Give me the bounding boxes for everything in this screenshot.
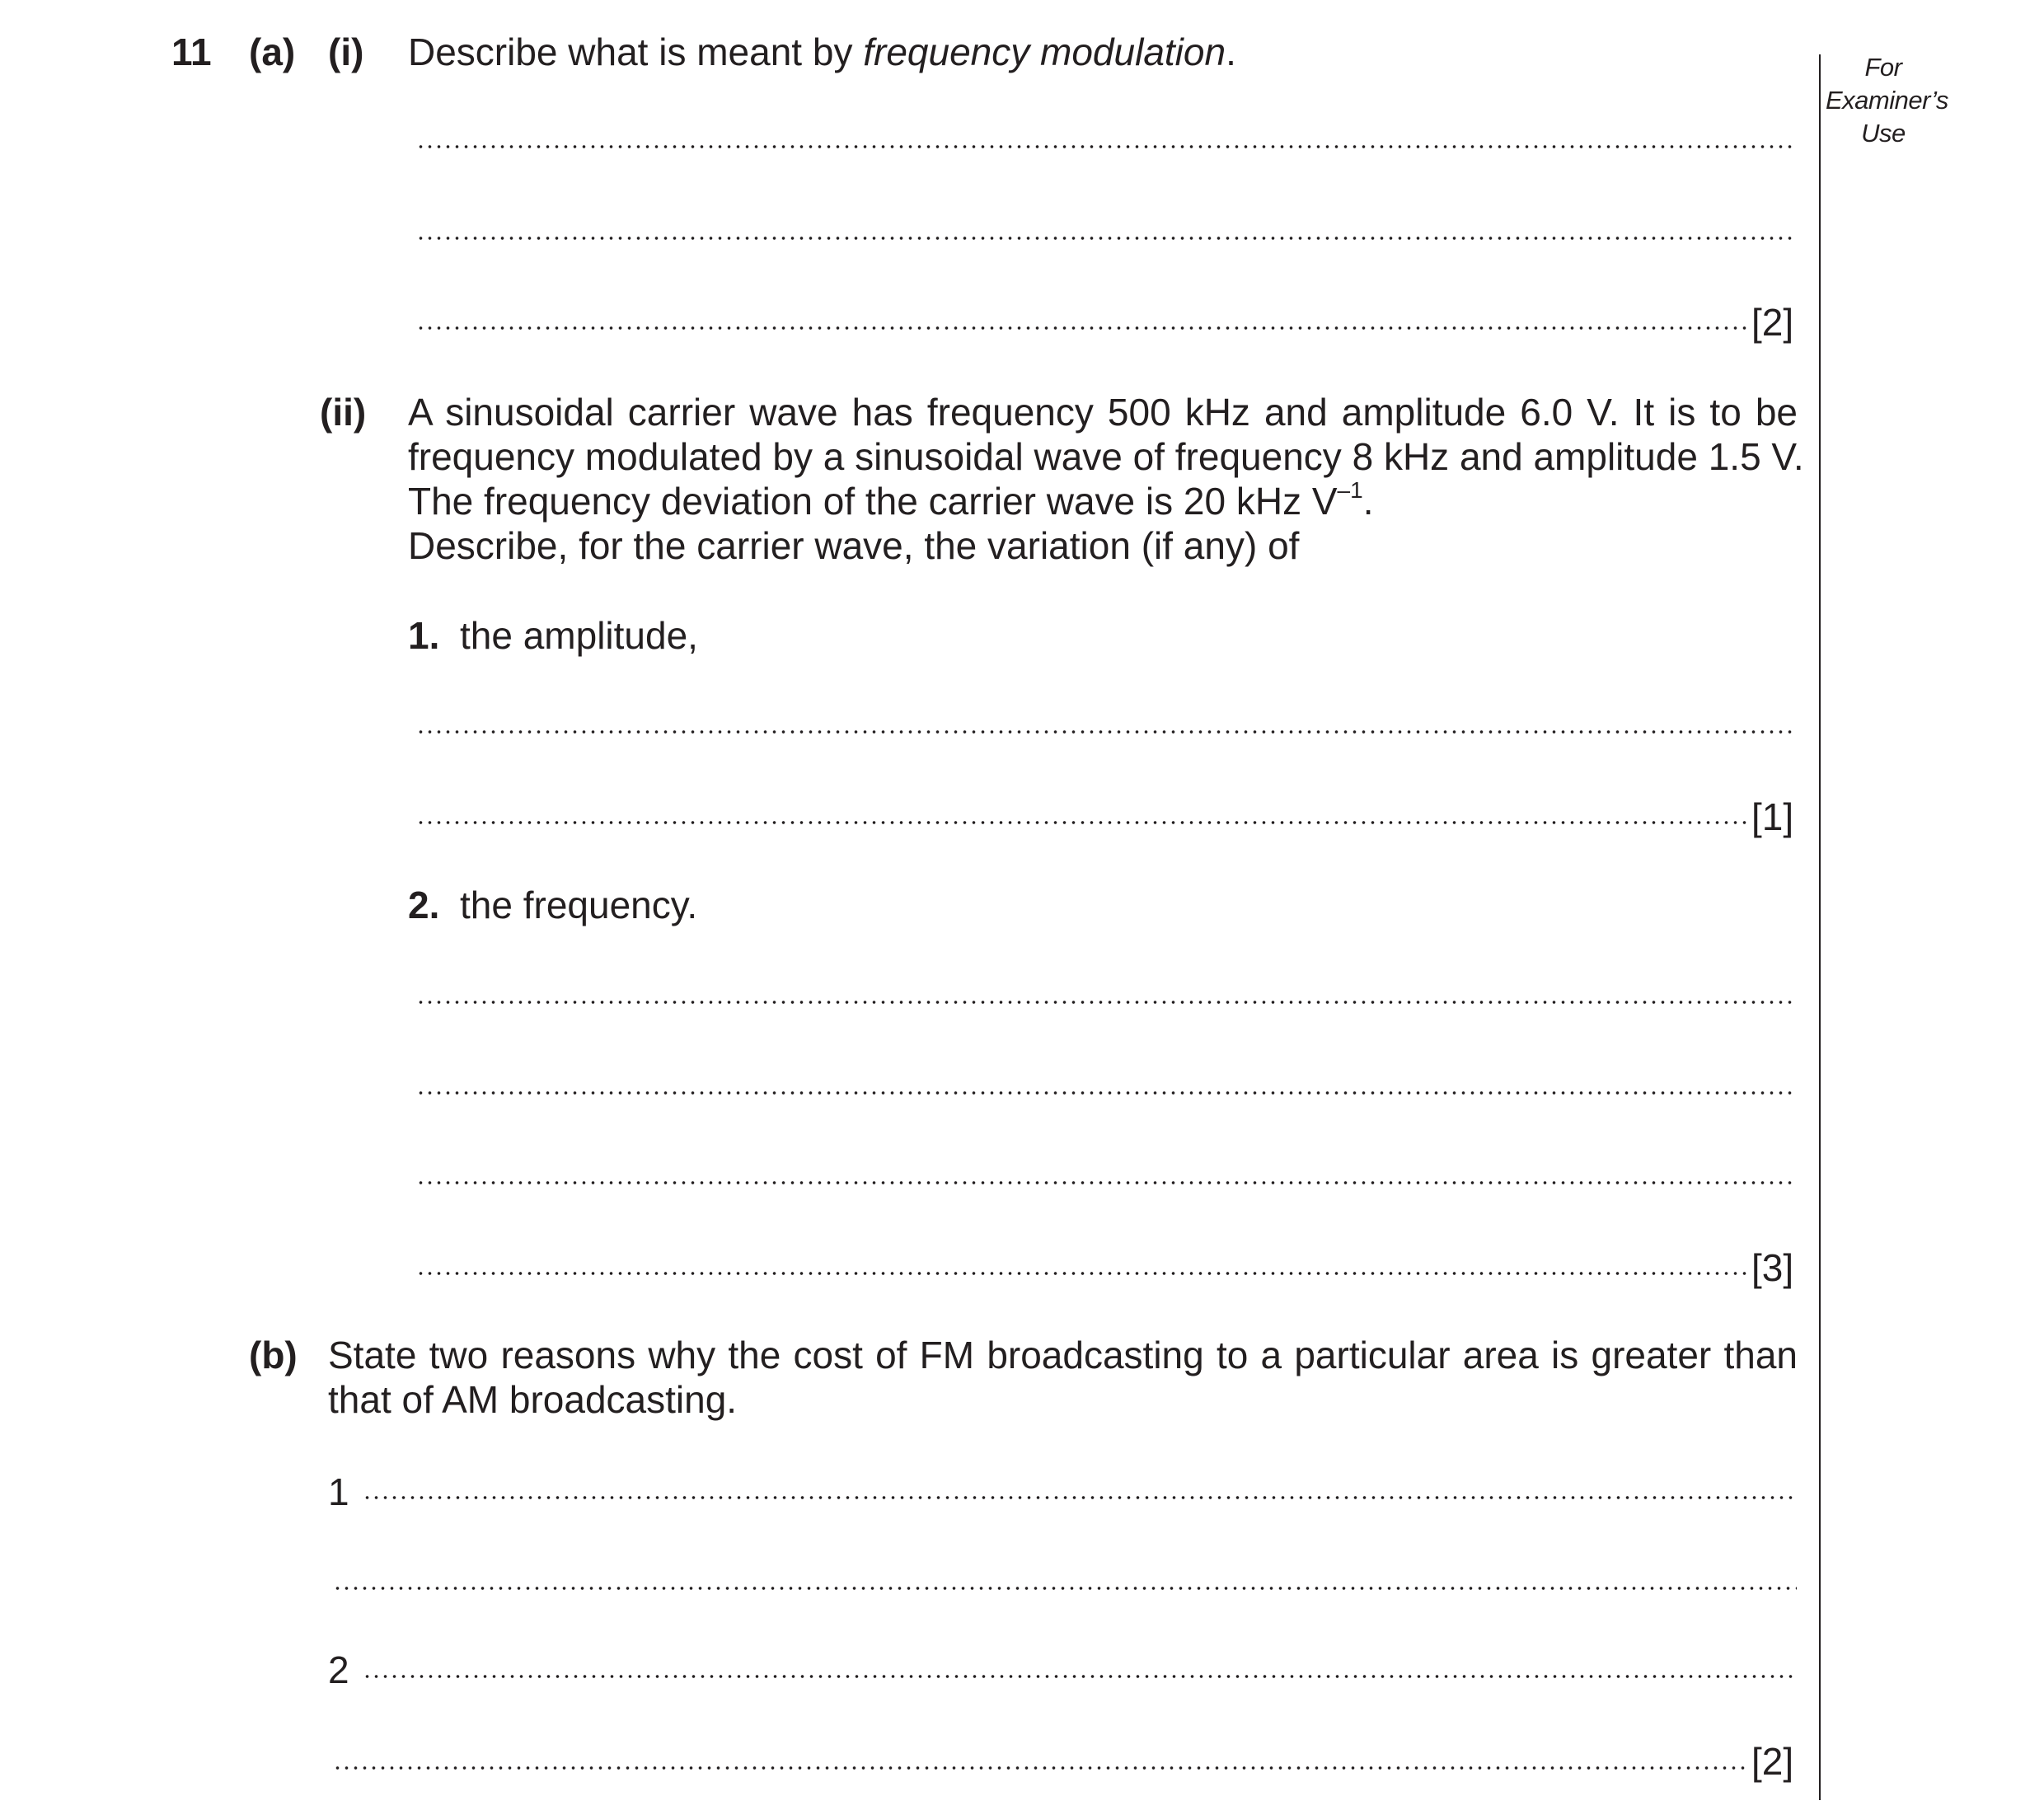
examiner-label-line-2: Examiner’s: [1826, 86, 1948, 115]
answer-line-a-i-1[interactable]: [416, 144, 1797, 149]
answer-line-b-1-1[interactable]: [363, 1495, 1797, 1500]
answer-line-a-i-3[interactable]: [416, 326, 1750, 331]
part-b-stem: [328, 1333, 1798, 1422]
marks-a-ii-1: [1]: [1751, 795, 1794, 838]
answer-b-2-number: 2: [328, 1648, 349, 1691]
sub-ii-line-3-text: The frequency deviation of the carrier wave is 20 kHz V: [408, 480, 1338, 523]
item-1-text: the amplitude,: [460, 614, 698, 657]
answer-line-b-2-1[interactable]: [363, 1674, 1797, 1679]
answer-line-a-i-2[interactable]: [416, 236, 1797, 241]
answer-line-a-ii-2-4[interactable]: [416, 1271, 1750, 1276]
sub-i-label: (i): [328, 30, 364, 73]
sub-i-prompt-term: frequency modulation: [863, 30, 1226, 73]
answer-line-b-1-2[interactable]: [333, 1586, 1797, 1591]
question-number: 11: [171, 30, 212, 73]
sub-ii-line-2: frequency modulated by a sinusoidal wave of frequency 8 kHz and amplitude 1.5 V.: [408, 435, 1804, 478]
sub-ii-line-3-exponent: –1: [1337, 476, 1363, 503]
marks-b: [2]: [1751, 1740, 1794, 1783]
sub-i-prompt: [408, 30, 1236, 74]
part-a-label: (a): [249, 30, 296, 73]
sub-ii-line-3-end: .: [1362, 480, 1374, 523]
answer-line-a-ii-2-3[interactable]: [416, 1180, 1797, 1185]
examiner-label-line-1: For: [1864, 53, 1902, 82]
sub-i-prompt-end: .: [1226, 30, 1236, 73]
examiner-use-label: [1826, 51, 1948, 150]
answer-line-a-ii-2-1[interactable]: [416, 1000, 1797, 1005]
part-b-line-2: that of AM broadcasting.: [328, 1378, 738, 1421]
examiner-margin-rule: [1819, 54, 1821, 1800]
sub-ii-line-3: [408, 476, 1798, 523]
answer-line-a-ii-1-2[interactable]: [416, 820, 1750, 825]
sub-ii-stem: [408, 390, 1804, 568]
item-1-number: 1.: [408, 614, 440, 657]
part-b-line-1: State two reasons why the cost of FM broadcasting to a particular area is greater than: [328, 1334, 1798, 1376]
marks-a-ii-2: [3]: [1751, 1246, 1794, 1289]
item-2-text: the frequency.: [460, 884, 698, 926]
part-b-label: (b): [249, 1334, 298, 1376]
marks-a-i: [2]: [1751, 301, 1794, 344]
sub-ii-line-1: A sinusoidal carrier wave has frequency 500 kHz and amplitude 6.0 V. It is to be: [408, 391, 1798, 434]
answer-line-a-ii-2-2[interactable]: [416, 1090, 1797, 1095]
sub-ii-label: (ii): [320, 391, 367, 434]
answer-line-b-2-2[interactable]: [333, 1765, 1750, 1770]
answer-line-a-ii-1-1[interactable]: [416, 729, 1797, 734]
examiner-label-line-3: Use: [1861, 119, 1906, 148]
item-2-number: 2.: [408, 884, 440, 926]
sub-i-prompt-start: Describe what is meant by: [408, 30, 864, 73]
sub-ii-line-4: Describe, for the carrier wave, the variation (if any) of: [408, 524, 1300, 567]
answer-b-1-number: 1: [328, 1470, 349, 1513]
